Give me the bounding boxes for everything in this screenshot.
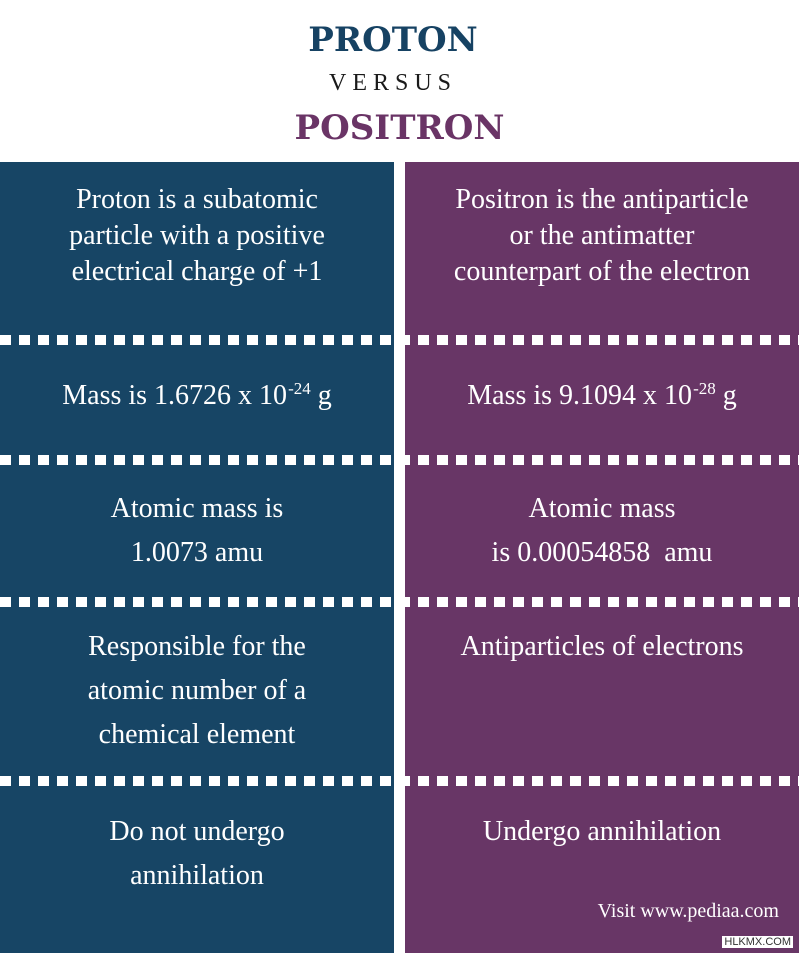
positron-definition-line: counterpart of the electron [453, 256, 751, 287]
source-credit: Visit www.pediaa.com [597, 900, 779, 922]
proton-role-line: Responsible for the [88, 631, 306, 662]
row-separator [0, 335, 799, 345]
row-separator [0, 597, 799, 607]
proton-role-line: atomic number of a [87, 675, 307, 706]
positron-column [405, 162, 799, 953]
positron-atomic-mass [405, 487, 799, 575]
proton-role [0, 625, 394, 757]
proton-definition [0, 182, 394, 290]
proton-column [0, 162, 394, 953]
positron-definition [405, 182, 799, 290]
row-separator [0, 455, 799, 465]
proton-mass [0, 378, 394, 417]
proton-definition-line: particle with a positive [69, 220, 325, 251]
positron-mass-value: Mass is 9.1094 x 10 [467, 380, 693, 411]
proton-atomic-mass-line: Atomic mass is [110, 493, 284, 524]
proton-annihilation [0, 810, 394, 898]
proton-atomic-mass-line: 1.0073 amu [130, 537, 264, 568]
title-positron: POSITRON [294, 108, 505, 148]
positron-annihilation [405, 810, 799, 854]
proton-definition-line: electrical charge of +1 [71, 256, 323, 287]
positron-definition-line: Positron is the antiparticle [455, 184, 749, 215]
positron-role-line: Antiparticles of electrons [460, 631, 744, 662]
positron-annihilation-line: Undergo annihilation [482, 816, 722, 847]
title-versus: VERSUS [328, 70, 458, 96]
positron-atomic-mass-line: Atomic mass [528, 493, 676, 524]
proton-definition-line: Proton is a subatomic [76, 184, 318, 215]
proton-role-line: chemical element [98, 719, 296, 750]
positron-role [405, 625, 799, 669]
watermark: HLKMX.COM [724, 936, 791, 948]
column-divider [394, 162, 405, 953]
row-separator [0, 776, 799, 786]
proton-annihilation-line: Do not undergo [109, 816, 285, 847]
proton-mass-exponent: -24 [288, 379, 311, 398]
proton-mass-value: Mass is 1.6726 x 10 [62, 380, 288, 411]
title-proton: PROTON [308, 20, 478, 60]
proton-annihilation-line: annihilation [130, 860, 264, 891]
header [0, 0, 799, 162]
positron-mass [405, 378, 799, 417]
positron-definition-line: or the antimatter [509, 220, 695, 251]
proton-mass-unit: g [317, 380, 332, 411]
proton-atomic-mass [0, 487, 394, 575]
positron-mass-exponent: -28 [693, 379, 716, 398]
positron-mass-unit: g [722, 380, 737, 411]
positron-atomic-mass-line: is 0.00054858 amu [491, 537, 713, 568]
